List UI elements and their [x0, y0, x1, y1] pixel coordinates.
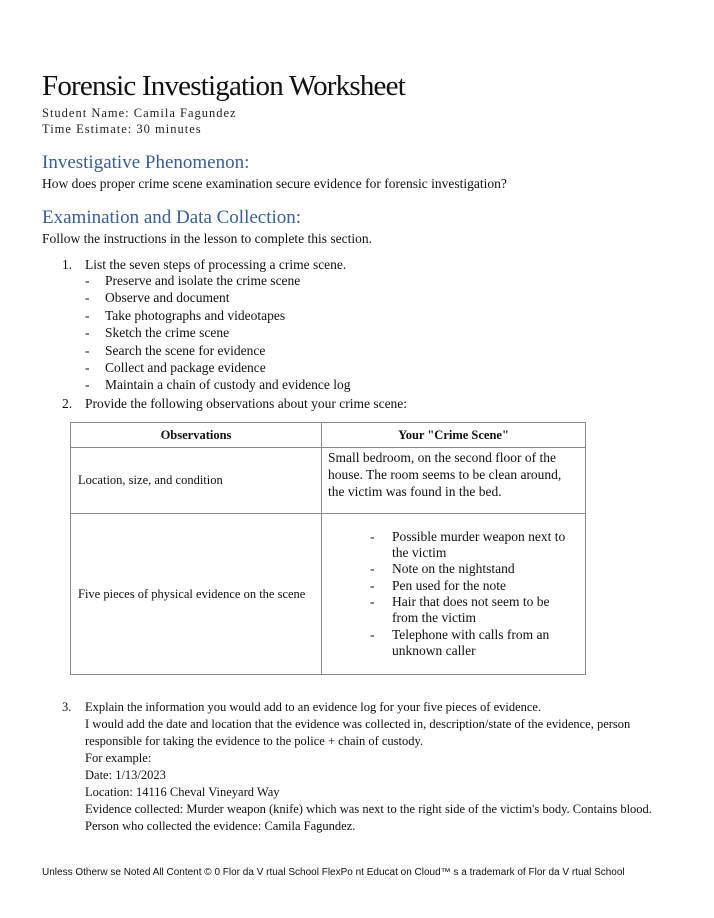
question-prompt: List the seven steps of processing a crime scene.	[85, 257, 347, 272]
student-name: Student Name: Camila Fagundez	[42, 106, 237, 120]
row-label-evidence: Five pieces of physical evidence on the scene	[71, 514, 322, 675]
location-answer	[322, 448, 586, 514]
examination-heading: Examination and Data Collection:	[42, 207, 302, 228]
evidence-list	[322, 529, 585, 659]
question-3	[62, 699, 692, 835]
answer-line: Location: 14116 Cheval Vineyard Way	[85, 785, 280, 799]
time-estimate: Time Estimate: 30 minutes	[42, 122, 202, 136]
answer-line: For example:	[85, 751, 152, 765]
answer-line: Small bedroom, on the second floor of the	[328, 450, 556, 465]
phenomenon-text: How does proper crime scene examination secure evidence for forensic investigation?	[42, 176, 507, 191]
list-item: - Note on the nightstand	[370, 561, 577, 577]
list-item: - Collect and package evidence	[85, 359, 351, 376]
examination-instructions: Follow the instructions in the lesson to complete this section.	[42, 231, 372, 246]
observations-table	[70, 422, 586, 675]
question-prompt: Provide the following observations about your crime scene:	[85, 396, 408, 411]
answer-line: Person who collected the evidence: Camila Fagundez.	[85, 819, 356, 833]
table-row	[71, 514, 586, 675]
evidence-answer	[322, 514, 586, 675]
list-item: - Preserve and isolate the crime scene	[85, 272, 351, 289]
phenomenon-heading: Investigative Phenomenon:	[42, 152, 250, 173]
column-header-crime-scene: Your "Crime Scene"	[322, 423, 586, 448]
crime-scene-steps-list	[85, 272, 351, 394]
list-item: - Sketch the crime scene	[85, 324, 351, 341]
answer-line: Evidence collected: Murder weapon (knife) which was next to the right side of the victim's body. Contains blood.	[85, 802, 652, 816]
question-number: 2.	[62, 396, 73, 411]
answer-line: the victim was found in the bed.	[328, 484, 502, 499]
list-item: - Observe and document	[85, 289, 351, 306]
list-item: - Search the scene for evidence	[85, 342, 351, 359]
question-prompt: Explain the information you would add to an evidence log for your five pieces of evidence.	[85, 700, 542, 714]
question-number: 1.	[62, 257, 73, 272]
page-title: Forensic Investigation Worksheet	[42, 70, 405, 102]
answer-line: house. The room seems to be clean around,	[328, 467, 562, 482]
list-item: - Take photographs and videotapes	[85, 307, 351, 324]
table-row	[71, 448, 586, 514]
list-item: - Maintain a chain of custody and evidence log	[85, 376, 351, 393]
list-item: - Possible murder weapon next to the victim	[370, 529, 577, 562]
table-header-row	[71, 423, 586, 448]
list-item: - Hair that does not seem to be from the victim	[370, 594, 577, 627]
list-item: - Telephone with calls from an unknown caller	[370, 627, 577, 660]
answer-line: Date: 1/13/2023	[85, 768, 166, 782]
column-header-observations: Observations	[71, 423, 322, 448]
page-footer: Unless Otherw se Noted All Content © 0 Flor da V rtual School FlexPo nt Educat on Cloud™ s a trademark of Flor da V rtual School	[42, 867, 625, 878]
answer-line: I would add the date and location that the evidence was collected in, description/state of the evidence, person	[85, 717, 631, 731]
list-item: - Pen used for the note	[370, 578, 577, 594]
row-label-location: Location, size, and condition	[71, 448, 322, 514]
question-number: 3.	[62, 700, 72, 714]
answer-line: responsible for taking the evidence to the police + chain of custody.	[85, 734, 424, 748]
